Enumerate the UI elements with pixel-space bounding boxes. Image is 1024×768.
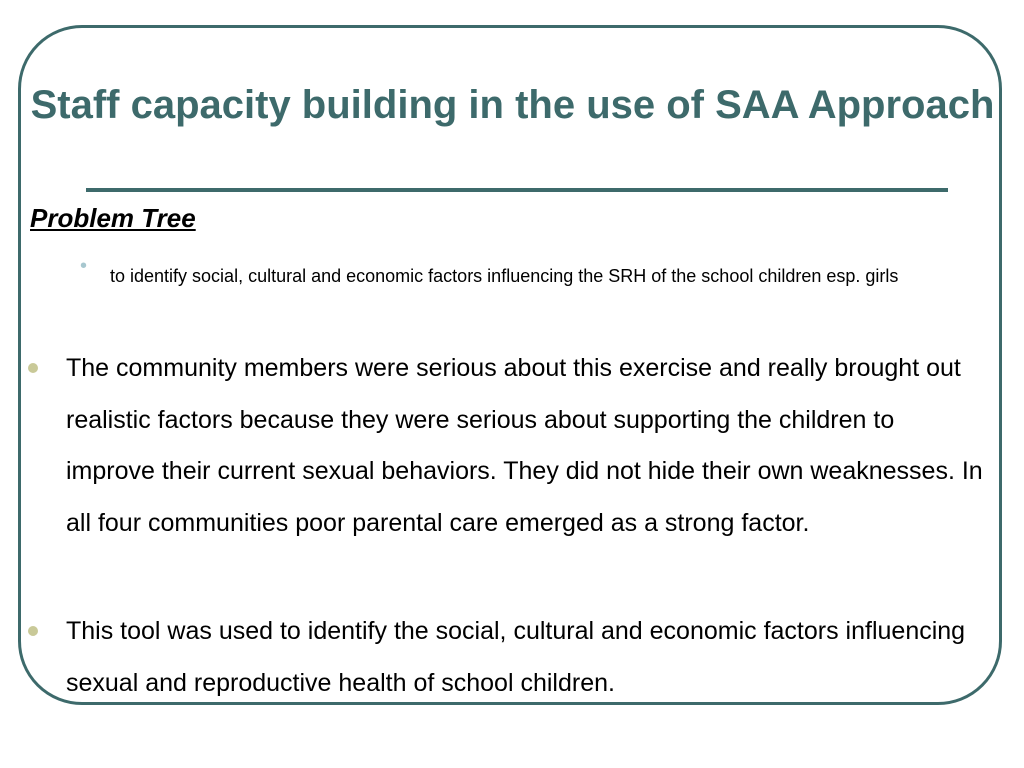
slide-title: Staff capacity building in the use of SAA Approach: [30, 83, 995, 127]
bullet-item: [28, 343, 988, 549]
section-heading: Problem Tree: [30, 203, 196, 233]
sub-bullet-item: [80, 256, 960, 297]
bullet-text: The community members were serious about this exercise and really brought out realistic factors because they were serious about supporting the children to improve their current sexual behaviors. They did not hide their own weaknesses. In all four communities poor parental care emerged as a strong factor.: [66, 354, 983, 537]
title-underline-rule: [86, 188, 948, 192]
sub-bullet-text: to identify social, cultural and economic factors influencing the SRH of the school children esp. girls: [110, 266, 899, 286]
round-bullet-icon: [28, 363, 38, 373]
round-bullet-icon: [28, 626, 38, 636]
round-bullet-icon: •: [80, 255, 88, 277]
bullet-text: This tool was used to identify the social, cultural and economic factors influencing sexual and reproductive health of school children.: [66, 617, 966, 697]
bullet-item: [28, 606, 988, 709]
